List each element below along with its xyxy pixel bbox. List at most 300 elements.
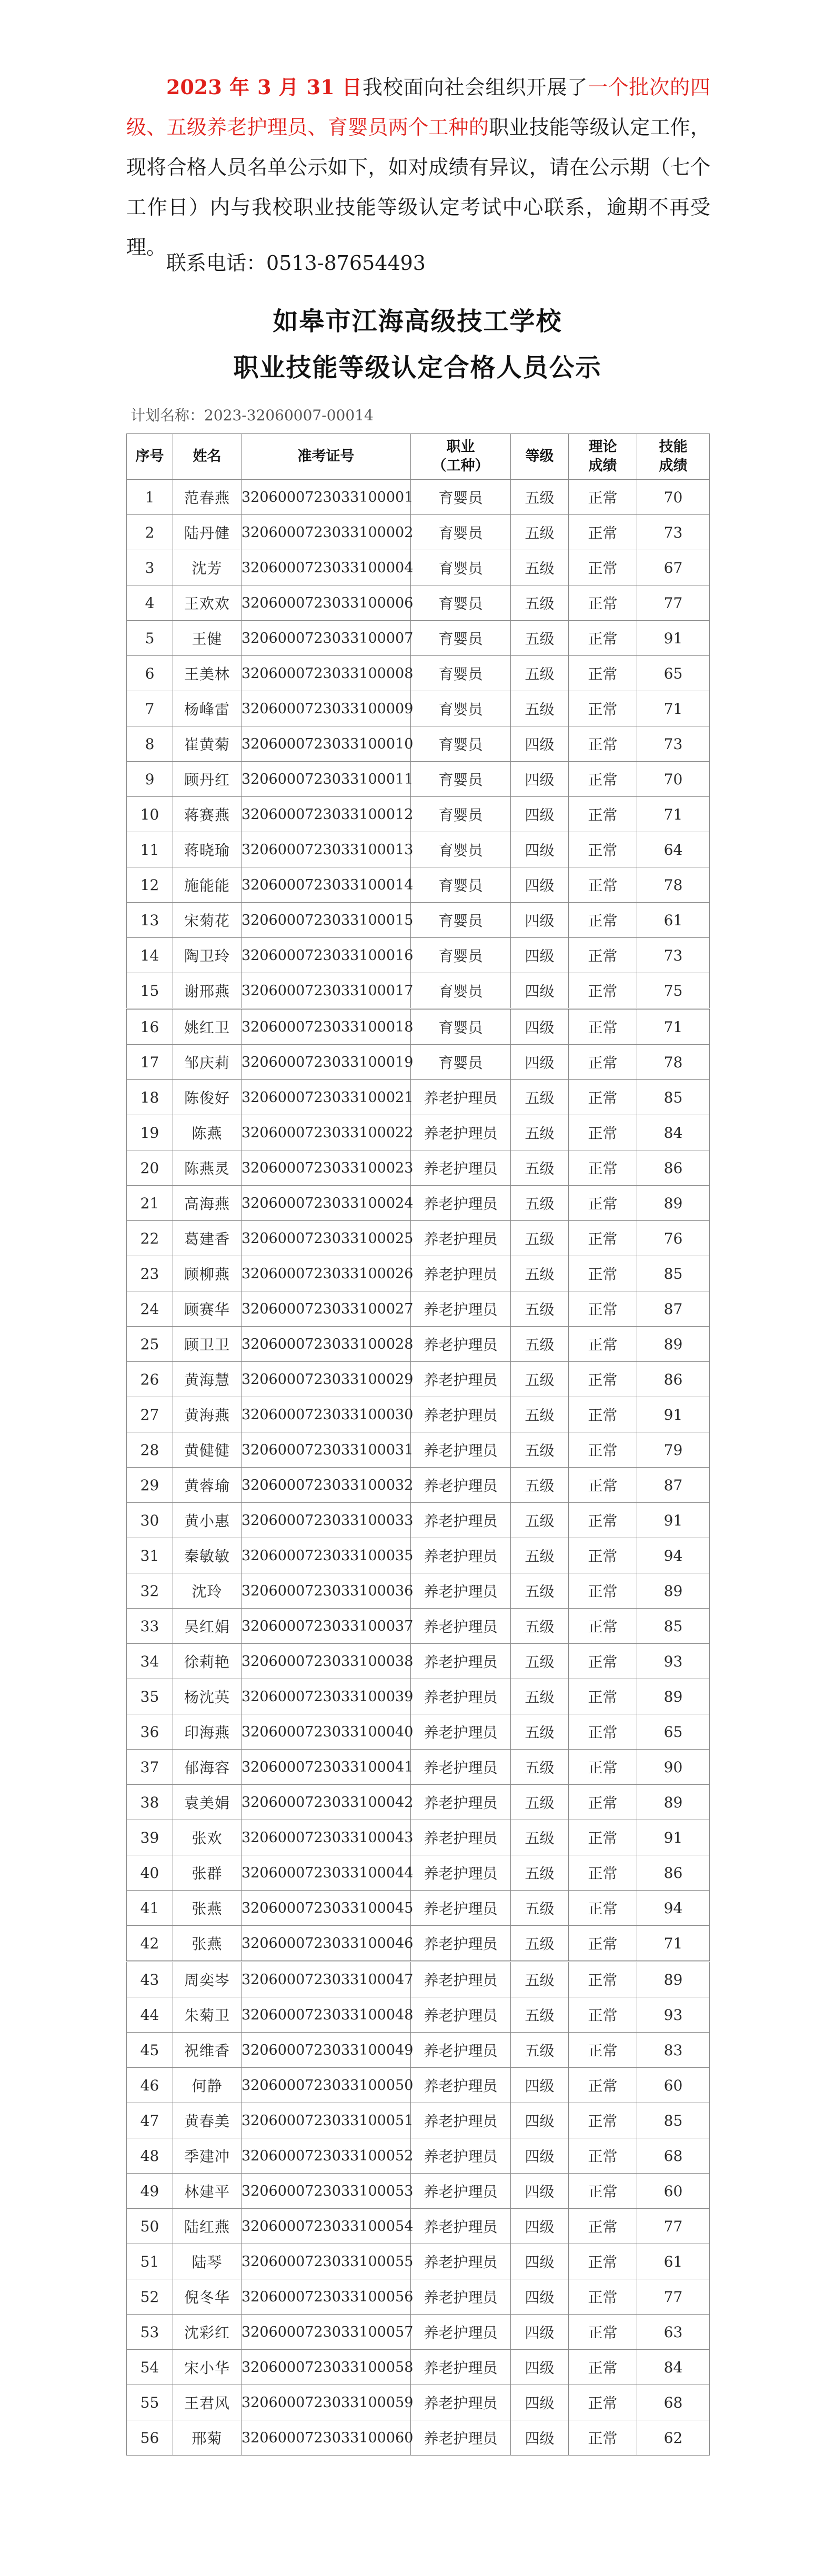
cell-job: 养老护理员 bbox=[411, 2103, 511, 2138]
cell-no: 1 bbox=[127, 480, 173, 515]
cell-name: 杨沈英 bbox=[173, 1679, 242, 1714]
cell-exam-id: 3206000723033100028 bbox=[242, 1327, 411, 1362]
cell-theory: 正常 bbox=[569, 2420, 637, 2456]
cell-no: 40 bbox=[127, 1855, 173, 1891]
cell-name: 张欢 bbox=[173, 1820, 242, 1855]
cell-level: 五级 bbox=[511, 1714, 569, 1750]
cell-exam-id: 3206000723033100010 bbox=[242, 726, 411, 762]
table-row bbox=[127, 1855, 710, 1891]
cell-exam-id: 3206000723033100023 bbox=[242, 1150, 411, 1186]
cell-skill: 91 bbox=[637, 1397, 710, 1432]
table-row bbox=[127, 621, 710, 656]
cell-name: 林建平 bbox=[173, 2174, 242, 2209]
cell-exam-id: 3206000723033100038 bbox=[242, 1644, 411, 1679]
cell-level: 四级 bbox=[511, 2103, 569, 2138]
cell-level: 四级 bbox=[511, 903, 569, 938]
cell-theory: 正常 bbox=[569, 903, 637, 938]
school-title: 如皋市江海高级技工学校 bbox=[273, 307, 562, 336]
cell-no: 52 bbox=[127, 2279, 173, 2315]
cell-no: 8 bbox=[127, 726, 173, 762]
cell-level: 四级 bbox=[511, 2138, 569, 2174]
cell-level: 五级 bbox=[511, 1150, 569, 1186]
plan-label: 计划名称： bbox=[130, 407, 205, 424]
cell-theory: 正常 bbox=[569, 938, 637, 973]
cell-name: 崔黄菊 bbox=[173, 726, 242, 762]
cell-theory: 正常 bbox=[569, 832, 637, 867]
cell-theory: 正常 bbox=[569, 656, 637, 691]
table-row bbox=[127, 903, 710, 938]
cell-job: 育婴员 bbox=[411, 797, 511, 832]
cell-name: 朱菊卫 bbox=[173, 1997, 242, 2033]
cell-skill: 73 bbox=[637, 938, 710, 973]
cell-no: 39 bbox=[127, 1820, 173, 1855]
cell-skill: 75 bbox=[637, 973, 710, 1009]
cell-level: 五级 bbox=[511, 550, 569, 585]
cell-skill: 61 bbox=[637, 903, 710, 938]
cell-job: 养老护理员 bbox=[411, 1397, 511, 1432]
cell-no: 42 bbox=[127, 1926, 173, 1962]
cell-exam-id: 3206000723033100033 bbox=[242, 1503, 411, 1538]
table-row bbox=[127, 797, 710, 832]
cell-name: 祝维香 bbox=[173, 2033, 242, 2068]
cell-job: 养老护理员 bbox=[411, 1186, 511, 1221]
cell-no: 55 bbox=[127, 2385, 173, 2420]
cell-theory: 正常 bbox=[569, 1186, 637, 1221]
cell-no: 10 bbox=[127, 797, 173, 832]
cell-no: 54 bbox=[127, 2350, 173, 2385]
cell-level: 五级 bbox=[511, 1291, 569, 1327]
cell-no: 32 bbox=[127, 1573, 173, 1609]
cell-skill: 78 bbox=[637, 867, 710, 903]
cell-no: 38 bbox=[127, 1785, 173, 1820]
cell-no: 4 bbox=[127, 585, 173, 621]
cell-level: 四级 bbox=[511, 2315, 569, 2350]
cell-theory: 正常 bbox=[569, 2385, 637, 2420]
cell-skill: 68 bbox=[637, 2385, 710, 2420]
cell-job: 育婴员 bbox=[411, 515, 511, 550]
cell-name: 杨峰雷 bbox=[173, 691, 242, 726]
table-row bbox=[127, 2138, 710, 2174]
cell-no: 47 bbox=[127, 2103, 173, 2138]
cell-name: 顾丹红 bbox=[173, 762, 242, 797]
cell-name: 蒋晓瑜 bbox=[173, 832, 242, 867]
cell-theory: 正常 bbox=[569, 973, 637, 1009]
cell-skill: 89 bbox=[637, 1573, 710, 1609]
cell-skill: 68 bbox=[637, 2138, 710, 2174]
table-row bbox=[127, 762, 710, 797]
cell-level: 五级 bbox=[511, 1926, 569, 1962]
cell-no: 12 bbox=[127, 867, 173, 903]
cell-name: 施能能 bbox=[173, 867, 242, 903]
cell-exam-id: 3206000723033100057 bbox=[242, 2315, 411, 2350]
cell-job: 养老护理员 bbox=[411, 2420, 511, 2456]
cell-level: 五级 bbox=[511, 1855, 569, 1891]
cell-theory: 正常 bbox=[569, 2209, 637, 2244]
cell-level: 五级 bbox=[511, 1538, 569, 1573]
cell-skill: 85 bbox=[637, 2103, 710, 2138]
cell-exam-id: 3206000723033100050 bbox=[242, 2068, 411, 2103]
cell-no: 19 bbox=[127, 1115, 173, 1150]
cell-level: 四级 bbox=[511, 2279, 569, 2315]
cell-exam-id: 3206000723033100031 bbox=[242, 1432, 411, 1468]
cell-job: 养老护理员 bbox=[411, 1327, 511, 1362]
table-row bbox=[127, 2209, 710, 2244]
cell-name: 邹庆莉 bbox=[173, 1045, 242, 1080]
table-row bbox=[127, 973, 710, 1009]
table-row bbox=[127, 1045, 710, 1080]
cell-name: 陆红燕 bbox=[173, 2209, 242, 2244]
cell-no: 27 bbox=[127, 1397, 173, 1432]
header-job-line2: （工种） bbox=[432, 458, 489, 474]
cell-name: 黄健健 bbox=[173, 1432, 242, 1468]
cell-no: 35 bbox=[127, 1679, 173, 1714]
qualified-roster-table bbox=[126, 433, 710, 2456]
cell-no: 36 bbox=[127, 1714, 173, 1750]
cell-theory: 正常 bbox=[569, 1327, 637, 1362]
cell-job: 养老护理员 bbox=[411, 1256, 511, 1291]
table-row bbox=[127, 515, 710, 550]
cell-job: 育婴员 bbox=[411, 832, 511, 867]
cell-level: 五级 bbox=[511, 1644, 569, 1679]
cell-theory: 正常 bbox=[569, 1397, 637, 1432]
table-row bbox=[127, 1327, 710, 1362]
cell-no: 50 bbox=[127, 2209, 173, 2244]
cell-theory: 正常 bbox=[569, 1820, 637, 1855]
table-row bbox=[127, 2315, 710, 2350]
cell-theory: 正常 bbox=[569, 1962, 637, 1997]
cell-skill: 91 bbox=[637, 1503, 710, 1538]
cell-skill: 91 bbox=[637, 621, 710, 656]
cell-job: 养老护理员 bbox=[411, 2315, 511, 2350]
cell-job: 养老护理员 bbox=[411, 1432, 511, 1468]
cell-skill: 77 bbox=[637, 585, 710, 621]
cell-no: 14 bbox=[127, 938, 173, 973]
table-row bbox=[127, 1573, 710, 1609]
table-row bbox=[127, 1150, 710, 1186]
cell-skill: 79 bbox=[637, 1432, 710, 1468]
cell-theory: 正常 bbox=[569, 1926, 637, 1962]
cell-skill: 77 bbox=[637, 2279, 710, 2315]
cell-name: 王美林 bbox=[173, 656, 242, 691]
cell-theory: 正常 bbox=[569, 1891, 637, 1926]
cell-skill: 84 bbox=[637, 2350, 710, 2385]
cell-job: 养老护理员 bbox=[411, 1538, 511, 1573]
cell-theory: 正常 bbox=[569, 1855, 637, 1891]
cell-level: 四级 bbox=[511, 832, 569, 867]
cell-job: 养老护理员 bbox=[411, 2174, 511, 2209]
cell-no: 15 bbox=[127, 973, 173, 1009]
cell-skill: 77 bbox=[637, 2209, 710, 2244]
cell-exam-id: 3206000723033100009 bbox=[242, 691, 411, 726]
cell-exam-id: 3206000723033100016 bbox=[242, 938, 411, 973]
cell-no: 16 bbox=[127, 1009, 173, 1045]
cell-skill: 71 bbox=[637, 1009, 710, 1045]
cell-exam-id: 3206000723033100042 bbox=[242, 1785, 411, 1820]
cell-name: 季建冲 bbox=[173, 2138, 242, 2174]
table-row bbox=[127, 1009, 710, 1045]
cell-name: 袁美娟 bbox=[173, 1785, 242, 1820]
header-skill-line1: 技能 bbox=[659, 439, 688, 455]
cell-exam-id: 3206000723033100056 bbox=[242, 2279, 411, 2315]
cell-skill: 87 bbox=[637, 1468, 710, 1503]
cell-job: 养老护理员 bbox=[411, 1855, 511, 1891]
cell-level: 五级 bbox=[511, 1962, 569, 1997]
cell-name: 沈玲 bbox=[173, 1573, 242, 1609]
cell-theory: 正常 bbox=[569, 550, 637, 585]
cell-job: 养老护理员 bbox=[411, 1714, 511, 1750]
cell-skill: 87 bbox=[637, 1291, 710, 1327]
table-row bbox=[127, 480, 710, 515]
cell-level: 五级 bbox=[511, 1080, 569, 1115]
table-header-row bbox=[127, 434, 710, 480]
cell-level: 四级 bbox=[511, 762, 569, 797]
cell-no: 3 bbox=[127, 550, 173, 585]
cell-theory: 正常 bbox=[569, 1714, 637, 1750]
table-row bbox=[127, 2350, 710, 2385]
cell-no: 34 bbox=[127, 1644, 173, 1679]
cell-theory: 正常 bbox=[569, 1291, 637, 1327]
table-row bbox=[127, 2279, 710, 2315]
cell-skill: 90 bbox=[637, 1750, 710, 1785]
table-row bbox=[127, 1362, 710, 1397]
cell-theory: 正常 bbox=[569, 762, 637, 797]
cell-exam-id: 3206000723033100030 bbox=[242, 1397, 411, 1432]
cell-skill: 85 bbox=[637, 1609, 710, 1644]
cell-exam-id: 3206000723033100051 bbox=[242, 2103, 411, 2138]
table-row bbox=[127, 938, 710, 973]
cell-theory: 正常 bbox=[569, 2350, 637, 2385]
cell-name: 黄海燕 bbox=[173, 1397, 242, 1432]
cell-skill: 65 bbox=[637, 656, 710, 691]
cell-name: 陆琴 bbox=[173, 2244, 242, 2279]
cell-level: 五级 bbox=[511, 1679, 569, 1714]
notice-title: 职业技能等级认定合格人员公示 bbox=[233, 353, 602, 382]
cell-skill: 71 bbox=[637, 691, 710, 726]
cell-theory: 正常 bbox=[569, 1573, 637, 1609]
cell-job: 育婴员 bbox=[411, 762, 511, 797]
cell-exam-id: 3206000723033100036 bbox=[242, 1573, 411, 1609]
table-row bbox=[127, 2385, 710, 2420]
table-row bbox=[127, 1291, 710, 1327]
cell-job: 养老护理员 bbox=[411, 1785, 511, 1820]
cell-level: 五级 bbox=[511, 1609, 569, 1644]
table-row bbox=[127, 1503, 710, 1538]
cell-skill: 67 bbox=[637, 550, 710, 585]
cell-level: 五级 bbox=[511, 1468, 569, 1503]
cell-skill: 70 bbox=[637, 480, 710, 515]
cell-theory: 正常 bbox=[569, 867, 637, 903]
cell-job: 养老护理员 bbox=[411, 1150, 511, 1186]
cell-job: 育婴员 bbox=[411, 1045, 511, 1080]
cell-no: 11 bbox=[127, 832, 173, 867]
table-row bbox=[127, 550, 710, 585]
table-row bbox=[127, 1609, 710, 1644]
cell-exam-id: 3206000723033100059 bbox=[242, 2385, 411, 2420]
cell-skill: 89 bbox=[637, 1186, 710, 1221]
contact-label: 联系电话： bbox=[166, 251, 267, 275]
table-row bbox=[127, 1926, 710, 1962]
cell-name: 姚红卫 bbox=[173, 1009, 242, 1045]
cell-level: 五级 bbox=[511, 1750, 569, 1785]
cell-theory: 正常 bbox=[569, 1785, 637, 1820]
cell-skill: 85 bbox=[637, 1080, 710, 1115]
cell-theory: 正常 bbox=[569, 1045, 637, 1080]
cell-level: 四级 bbox=[511, 726, 569, 762]
cell-theory: 正常 bbox=[569, 2033, 637, 2068]
cell-theory: 正常 bbox=[569, 1609, 637, 1644]
header-no: 序号 bbox=[127, 434, 173, 480]
notice-text-1: 我校面向社会组织开展了 bbox=[362, 76, 588, 99]
cell-name: 谢邢燕 bbox=[173, 973, 242, 1009]
cell-level: 四级 bbox=[511, 2350, 569, 2385]
cell-skill: 60 bbox=[637, 2174, 710, 2209]
cell-job: 养老护理员 bbox=[411, 1926, 511, 1962]
cell-exam-id: 3206000723033100044 bbox=[242, 1855, 411, 1891]
cell-theory: 正常 bbox=[569, 1750, 637, 1785]
cell-exam-id: 3206000723033100017 bbox=[242, 973, 411, 1009]
table-row bbox=[127, 585, 710, 621]
cell-no: 23 bbox=[127, 1256, 173, 1291]
cell-name: 周奕岑 bbox=[173, 1962, 242, 1997]
cell-theory: 正常 bbox=[569, 1009, 637, 1045]
cell-skill: 85 bbox=[637, 1256, 710, 1291]
cell-job: 养老护理员 bbox=[411, 2209, 511, 2244]
cell-level: 四级 bbox=[511, 973, 569, 1009]
cell-name: 张群 bbox=[173, 1855, 242, 1891]
cell-level: 五级 bbox=[511, 1115, 569, 1150]
table-row bbox=[127, 1256, 710, 1291]
cell-job: 育婴员 bbox=[411, 867, 511, 903]
table-row bbox=[127, 1468, 710, 1503]
cell-no: 2 bbox=[127, 515, 173, 550]
cell-name: 倪冬华 bbox=[173, 2279, 242, 2315]
cell-exam-id: 3206000723033100060 bbox=[242, 2420, 411, 2456]
cell-level: 五级 bbox=[511, 621, 569, 656]
cell-exam-id: 3206000723033100052 bbox=[242, 2138, 411, 2174]
cell-name: 陈燕 bbox=[173, 1115, 242, 1150]
cell-theory: 正常 bbox=[569, 1256, 637, 1291]
cell-job: 养老护理员 bbox=[411, 1503, 511, 1538]
cell-name: 邢菊 bbox=[173, 2420, 242, 2456]
cell-skill: 62 bbox=[637, 2420, 710, 2456]
table-row bbox=[127, 1679, 710, 1714]
cell-level: 四级 bbox=[511, 938, 569, 973]
cell-level: 五级 bbox=[511, 1503, 569, 1538]
cell-skill: 89 bbox=[637, 1679, 710, 1714]
cell-no: 18 bbox=[127, 1080, 173, 1115]
cell-exam-id: 3206000723033100024 bbox=[242, 1186, 411, 1221]
cell-level: 四级 bbox=[511, 797, 569, 832]
table-row bbox=[127, 867, 710, 903]
cell-skill: 86 bbox=[637, 1362, 710, 1397]
cell-no: 22 bbox=[127, 1221, 173, 1256]
cell-exam-id: 3206000723033100047 bbox=[242, 1962, 411, 1997]
cell-job: 育婴员 bbox=[411, 973, 511, 1009]
cell-level: 四级 bbox=[511, 2068, 569, 2103]
cell-skill: 89 bbox=[637, 1327, 710, 1362]
cell-exam-id: 3206000723033100045 bbox=[242, 1891, 411, 1926]
cell-name: 陆丹健 bbox=[173, 515, 242, 550]
cell-no: 9 bbox=[127, 762, 173, 797]
cell-no: 21 bbox=[127, 1186, 173, 1221]
cell-job: 育婴员 bbox=[411, 550, 511, 585]
cell-level: 五级 bbox=[511, 691, 569, 726]
cell-name: 沈彩红 bbox=[173, 2315, 242, 2350]
table-row bbox=[127, 2068, 710, 2103]
cell-level: 五级 bbox=[511, 1432, 569, 1468]
cell-skill: 86 bbox=[637, 1855, 710, 1891]
cell-skill: 60 bbox=[637, 2068, 710, 2103]
cell-theory: 正常 bbox=[569, 480, 637, 515]
cell-job: 育婴员 bbox=[411, 621, 511, 656]
cell-no: 56 bbox=[127, 2420, 173, 2456]
cell-no: 5 bbox=[127, 621, 173, 656]
cell-job: 养老护理员 bbox=[411, 2068, 511, 2103]
cell-skill: 73 bbox=[637, 515, 710, 550]
cell-theory: 正常 bbox=[569, 2103, 637, 2138]
cell-theory: 正常 bbox=[569, 515, 637, 550]
cell-name: 王健 bbox=[173, 621, 242, 656]
cell-theory: 正常 bbox=[569, 1432, 637, 1468]
cell-job: 养老护理员 bbox=[411, 1679, 511, 1714]
cell-theory: 正常 bbox=[569, 1468, 637, 1503]
cell-theory: 正常 bbox=[569, 1538, 637, 1573]
cell-level: 四级 bbox=[511, 2209, 569, 2244]
contact-line bbox=[166, 247, 426, 279]
cell-name: 陈燕灵 bbox=[173, 1150, 242, 1186]
cell-no: 53 bbox=[127, 2315, 173, 2350]
cell-job: 养老护理员 bbox=[411, 2279, 511, 2315]
cell-theory: 正常 bbox=[569, 797, 637, 832]
table-row bbox=[127, 1397, 710, 1432]
cell-skill: 91 bbox=[637, 1820, 710, 1855]
cell-theory: 正常 bbox=[569, 2174, 637, 2209]
cell-no: 28 bbox=[127, 1432, 173, 1468]
cell-theory: 正常 bbox=[569, 585, 637, 621]
header-job bbox=[411, 434, 511, 480]
cell-job: 养老护理员 bbox=[411, 1609, 511, 1644]
table-row bbox=[127, 1785, 710, 1820]
cell-level: 五级 bbox=[511, 656, 569, 691]
notice-paragraph bbox=[126, 67, 710, 267]
cell-exam-id: 3206000723033100022 bbox=[242, 1115, 411, 1150]
cell-no: 26 bbox=[127, 1362, 173, 1397]
table-row bbox=[127, 1538, 710, 1573]
cell-theory: 正常 bbox=[569, 1362, 637, 1397]
cell-job: 育婴员 bbox=[411, 656, 511, 691]
cell-job: 育婴员 bbox=[411, 691, 511, 726]
cell-skill: 89 bbox=[637, 1962, 710, 1997]
cell-exam-id: 3206000723033100032 bbox=[242, 1468, 411, 1503]
cell-name: 黄小惠 bbox=[173, 1503, 242, 1538]
cell-name: 张燕 bbox=[173, 1926, 242, 1962]
cell-no: 48 bbox=[127, 2138, 173, 2174]
cell-exam-id: 3206000723033100014 bbox=[242, 867, 411, 903]
header-id: 准考证号 bbox=[242, 434, 411, 480]
cell-skill: 63 bbox=[637, 2315, 710, 2350]
cell-exam-id: 3206000723033100058 bbox=[242, 2350, 411, 2385]
table-row bbox=[127, 1820, 710, 1855]
cell-level: 四级 bbox=[511, 867, 569, 903]
cell-name: 范春燕 bbox=[173, 480, 242, 515]
cell-no: 43 bbox=[127, 1962, 173, 1997]
cell-level: 五级 bbox=[511, 1186, 569, 1221]
cell-skill: 93 bbox=[637, 1997, 710, 2033]
cell-exam-id: 3206000723033100006 bbox=[242, 585, 411, 621]
cell-level: 五级 bbox=[511, 1891, 569, 1926]
table-row bbox=[127, 1962, 710, 1997]
cell-level: 五级 bbox=[511, 480, 569, 515]
